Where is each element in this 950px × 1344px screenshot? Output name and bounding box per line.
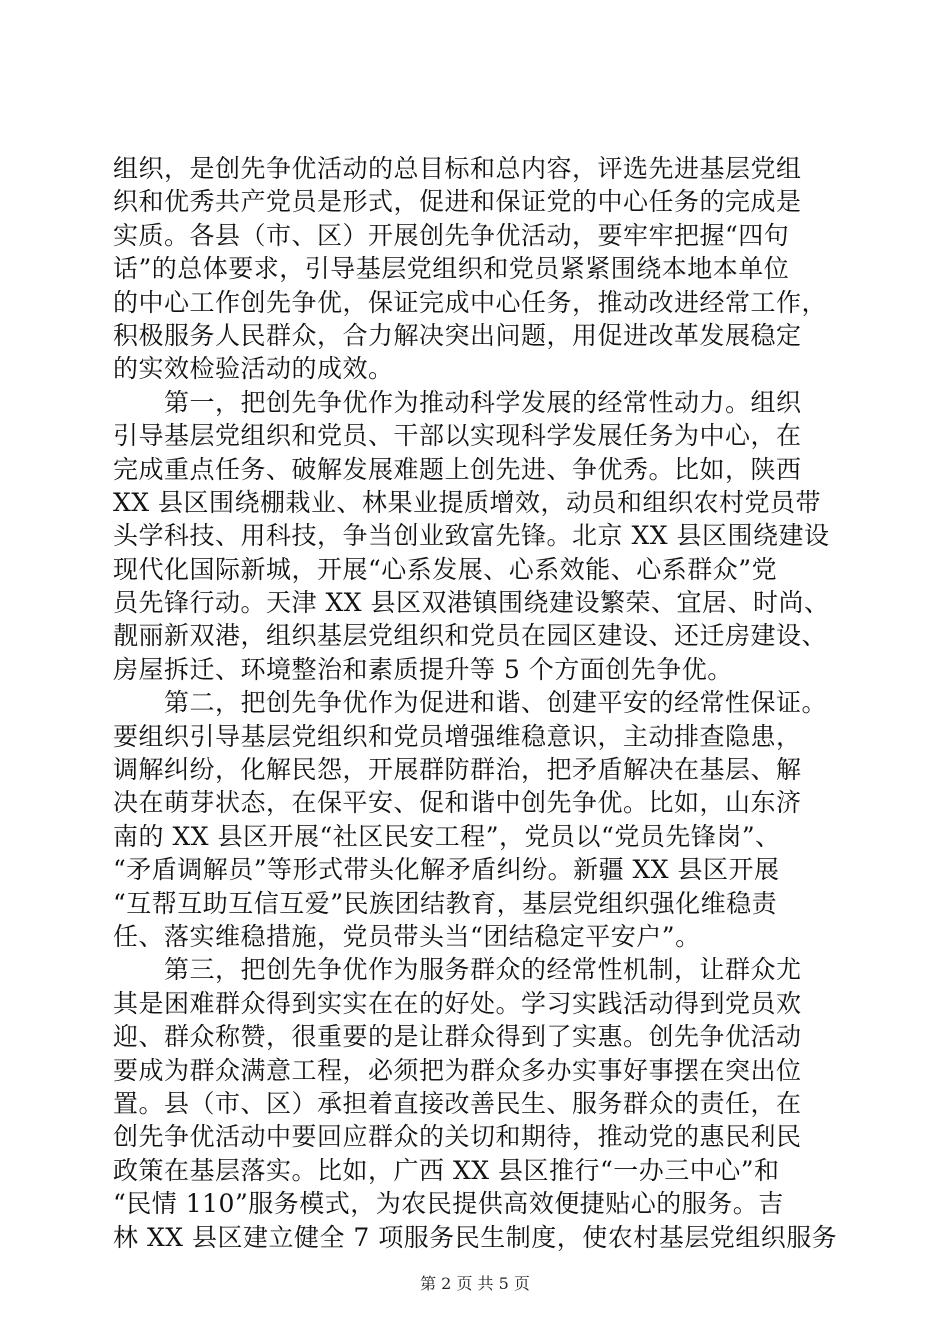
text-line: 置。县（市、区）承担着直接改善民生、服务群众的责任，在 — [113, 1088, 802, 1118]
text-line: 林 XX 县区建立健全 7 项服务民生制度，使农村基层党组织服务 — [113, 1222, 838, 1252]
body-text — [113, 152, 843, 1254]
text-line: 房屋拆迁、环境整治和素质提升等 5 个方面创先争优。 — [113, 654, 733, 684]
text-line: 完成重点任务、破解发展难题上创先进、争优秀。比如，陕西 — [113, 454, 802, 484]
text-line: “互帮互助互信互爱”民族团结教育，基层党组织强化维稳责 — [113, 888, 778, 918]
text-line: 调解纠纷，化解民怨，开展群防群治，把矛盾解决在基层、解 — [113, 755, 802, 785]
text-line: 决在萌芽状态，在保平安、促和谐中创先争优。比如，山东济 — [113, 788, 802, 818]
text-line: 引导基层党组织和党员、干部以实现科学发展任务为中心，在 — [113, 421, 802, 451]
text-line: 组织，是创先争优活动的总目标和总内容，评选先进基层党组 — [113, 154, 802, 183]
text-line: 要成为群众满意工程，必须把为群众多办实事好事摆在突出位 — [113, 1055, 802, 1085]
text-line: 话”的总体要求，引导基层党组织和党员紧紧围绕本地本单位 — [113, 254, 790, 284]
text-line: “矛盾调解员”等形式带头化解矛盾纠纷。新疆 XX 县区开展 — [113, 855, 780, 885]
text-line: 创先争优活动中要回应群众的关切和期待，推动党的惠民利民 — [113, 1122, 802, 1152]
text-line: 头学科技、用科技，争当创业致富先锋。北京 XX 县区围绕建设 — [113, 521, 830, 551]
text-line: 任、落实维稳措施，党员带头当“团结稳定平安户”。 — [113, 921, 701, 951]
text-line: 现代化国际新城，开展“心系发展、心系效能、心系群众”党 — [113, 554, 778, 584]
text-line: 迎、群众称赞，很重要的是让群众得到了实惠。创先争优活动 — [113, 1022, 802, 1052]
text-line: 政策在基层落实。比如，广西 XX 县区推行“一办三中心”和 — [113, 1155, 780, 1185]
text-line: XX 县区围绕棚栽业、林果业提质增效，动员和组织农村党员带 — [113, 487, 822, 517]
text-line: 靓丽新双港，组织基层党组织和党员在园区建设、还迁房建设、 — [113, 621, 828, 651]
page-footer: 第 2 页 共 5 页 — [420, 1274, 530, 1293]
text-line: 的中心工作创先争优，保证完成中心任务，推动改进经常工作， — [113, 287, 828, 317]
text-line: 其是困难群众得到实实在在的好处。学习实践活动得到党员欢 — [113, 988, 802, 1018]
text-line: 的实效检验活动的成效。 — [113, 354, 394, 384]
text-line: 员先锋行动。天津 XX 县区双港镇围绕建设繁荣、宜居、时尚、 — [113, 588, 830, 618]
text-line: “民情 110”服务模式，为农民提供高效便捷贴心的服务。吉 — [113, 1189, 784, 1219]
text-line: 织和优秀共产党员是形式，促进和保证党的中心任务的完成是 — [113, 187, 802, 217]
text-line: 要组织引导基层党组织和党员增强维稳意识，主动排查隐患， — [113, 721, 802, 751]
text-line: 第三，把创先争优作为服务群众的经常性机制，让群众尤 — [113, 955, 802, 985]
text-line: 实质。各县（市、区）开展创先争优活动，要牢牢把握“四句 — [113, 220, 790, 250]
text-line: 第二，把创先争优作为促进和谐、创建平安的经常性保证。 — [113, 688, 828, 718]
text-line: 第一，把创先争优作为推动科学发展的经常性动力。组织 — [113, 387, 802, 417]
text-line: 南的 XX 县区开展“社区民安工程”，党员以“党员先锋岗”、 — [113, 821, 781, 851]
text-line: 积极服务人民群众，合力解决突出问题，用促进改革发展稳定 — [113, 320, 802, 350]
